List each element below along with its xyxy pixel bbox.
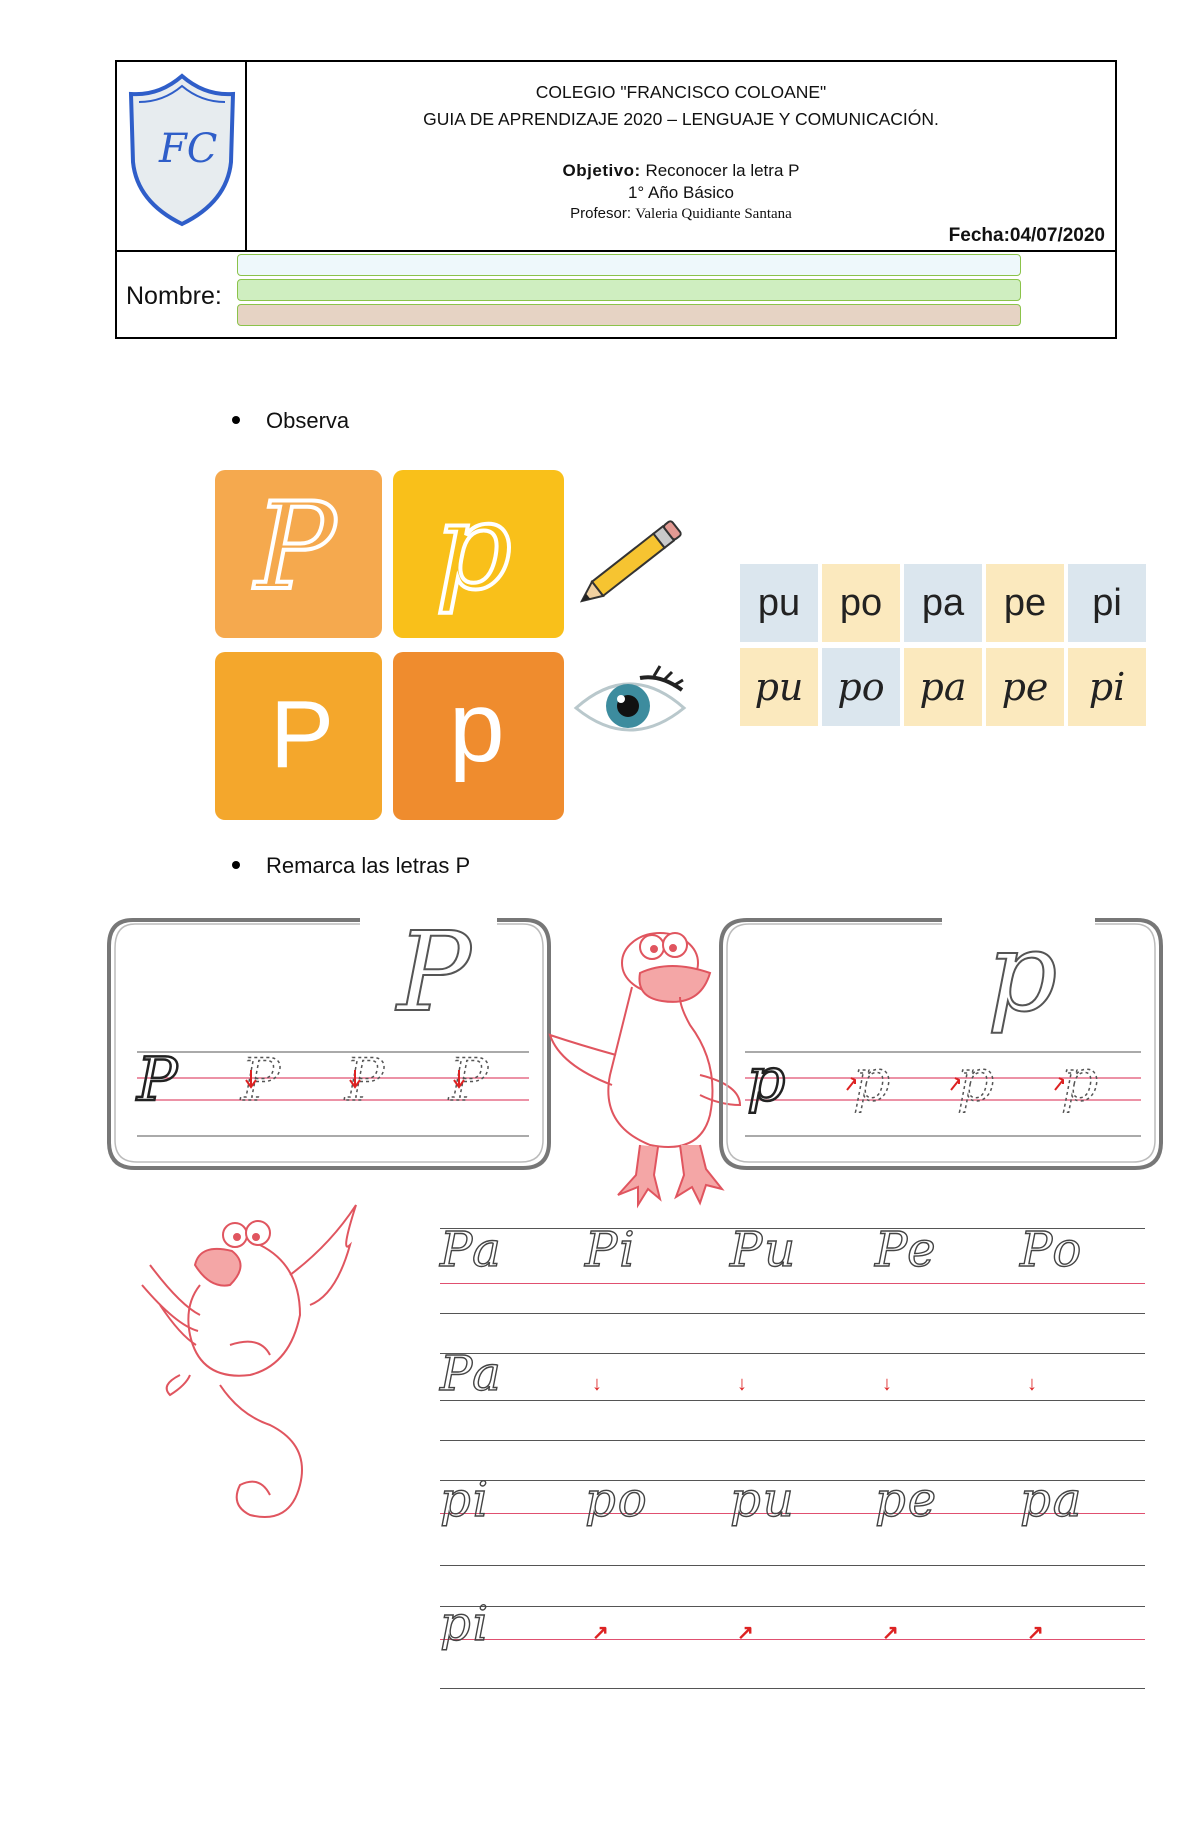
trace-syllable: Pe bbox=[875, 1222, 938, 1278]
svg-text:FC: FC bbox=[159, 126, 218, 172]
trace-syllable: pu bbox=[730, 1472, 796, 1528]
tracing-card-uppercase bbox=[105, 910, 553, 1176]
pencil-icon bbox=[580, 510, 692, 610]
objective-line bbox=[247, 161, 1115, 181]
tracing-card-lowercase bbox=[717, 910, 1165, 1176]
school-shield-logo bbox=[119, 62, 245, 248]
trace-syllable: po bbox=[585, 1472, 649, 1528]
guide-line bbox=[440, 1440, 1145, 1441]
trace-syllable: Pi bbox=[585, 1222, 637, 1278]
worksheet-header bbox=[115, 60, 1117, 339]
guide-line bbox=[440, 1606, 1145, 1607]
name-field-1[interactable] bbox=[237, 254, 1021, 276]
guide-line bbox=[440, 1688, 1145, 1689]
start-arrow-icon: ↗ bbox=[592, 1622, 609, 1644]
name-row bbox=[117, 250, 1115, 337]
start-arrow-icon: ↓ bbox=[592, 1373, 602, 1395]
svg-text:P: P bbox=[345, 1046, 385, 1114]
date: Fecha:04/07/2020 bbox=[948, 225, 1105, 246]
tile-print-upper-letter: P bbox=[270, 681, 335, 788]
teacher-label: Profesor: bbox=[570, 205, 632, 222]
start-arrow-icon: ↓ bbox=[1027, 1373, 1037, 1395]
trace-syllable: Pu bbox=[730, 1222, 798, 1278]
guide-line bbox=[440, 1565, 1145, 1566]
guide-line bbox=[440, 1283, 1145, 1284]
tile-cursive-upper-letter: P bbox=[255, 478, 336, 617]
start-arrow-icon: ↗ bbox=[882, 1622, 899, 1644]
syllable-print: po bbox=[822, 564, 900, 642]
trace-syllable: pi bbox=[440, 1596, 491, 1652]
trace-syllable: pe bbox=[875, 1472, 939, 1528]
syllable-cursive: pe bbox=[986, 648, 1064, 726]
name-field-3[interactable] bbox=[237, 304, 1021, 326]
guide-line bbox=[440, 1353, 1145, 1354]
svg-text:P: P bbox=[449, 1046, 489, 1114]
objective-label: Objetivo: bbox=[562, 161, 641, 180]
syllable-cursive: pa bbox=[904, 648, 982, 726]
start-arrow-icon: ↗ bbox=[1027, 1622, 1044, 1644]
svg-text:P: P bbox=[397, 910, 472, 1036]
syllable-print: pa bbox=[904, 564, 982, 642]
tile-print-upper bbox=[215, 652, 382, 820]
name-label: Nombre: bbox=[126, 282, 222, 310]
syllable-table bbox=[740, 564, 1148, 726]
syllable-cursive: pi bbox=[1068, 648, 1146, 726]
svg-text:p: p bbox=[853, 1046, 891, 1114]
svg-text:p: p bbox=[1061, 1046, 1099, 1114]
teacher-line bbox=[247, 205, 1115, 223]
bullet-icon bbox=[232, 861, 240, 869]
instruction-observe-text: Observa bbox=[266, 408, 350, 433]
guide-title: GUIA DE APRENDIZAJE 2020 – LENGUAJE Y COMUNICACIÓN. bbox=[423, 109, 939, 129]
syllable-print: pi bbox=[1068, 564, 1146, 642]
instruction-observe bbox=[232, 408, 349, 434]
logo-cell bbox=[117, 62, 247, 250]
objective-text: Reconocer la letra P bbox=[645, 161, 800, 180]
syllable-print: pu bbox=[740, 564, 818, 642]
name-field-2[interactable] bbox=[237, 279, 1021, 301]
school-name: COLEGIO "FRANCISCO COLOANE" bbox=[535, 82, 827, 102]
tile-print-lower bbox=[393, 652, 564, 820]
info-cell bbox=[247, 62, 1115, 250]
guide-line bbox=[440, 1313, 1145, 1314]
svg-text:P: P bbox=[241, 1046, 281, 1114]
start-arrow-icon: ↓ bbox=[882, 1373, 892, 1395]
bullet-icon bbox=[232, 416, 240, 424]
practice-area bbox=[440, 1222, 1145, 1698]
trace-syllable: Pa bbox=[440, 1222, 503, 1278]
svg-text:p: p bbox=[987, 910, 1058, 1036]
svg-text:p: p bbox=[747, 1045, 786, 1115]
trace-syllable: Po bbox=[1020, 1222, 1084, 1278]
start-arrow-icon: ↓ bbox=[737, 1373, 747, 1395]
eye-icon bbox=[570, 660, 692, 750]
teacher-name: Valeria Quidiante Santana bbox=[635, 206, 792, 222]
syllable-cursive: pu bbox=[740, 648, 818, 726]
tile-cursive-lower bbox=[393, 470, 564, 638]
guide-line bbox=[440, 1400, 1145, 1401]
tile-cursive-lower-letter: p bbox=[435, 478, 512, 617]
svg-text:P: P bbox=[137, 1045, 178, 1115]
syllable-print: pe bbox=[986, 564, 1064, 642]
start-arrow-icon: ↗ bbox=[737, 1622, 754, 1644]
bird-illustration bbox=[140, 1185, 380, 1625]
tile-cursive-upper bbox=[215, 470, 382, 638]
grade-line: 1° Año Básico bbox=[627, 183, 735, 202]
trace-syllable: Pa bbox=[440, 1346, 503, 1402]
tile-print-lower-letter: p bbox=[449, 671, 505, 783]
instruction-trace-text: Remarca las letras P bbox=[266, 853, 471, 878]
instruction-trace bbox=[232, 853, 470, 879]
syllable-cursive: po bbox=[822, 648, 900, 726]
trace-syllable: pi bbox=[440, 1472, 491, 1528]
svg-text:p: p bbox=[957, 1046, 995, 1114]
trace-syllable: pa bbox=[1020, 1472, 1084, 1528]
